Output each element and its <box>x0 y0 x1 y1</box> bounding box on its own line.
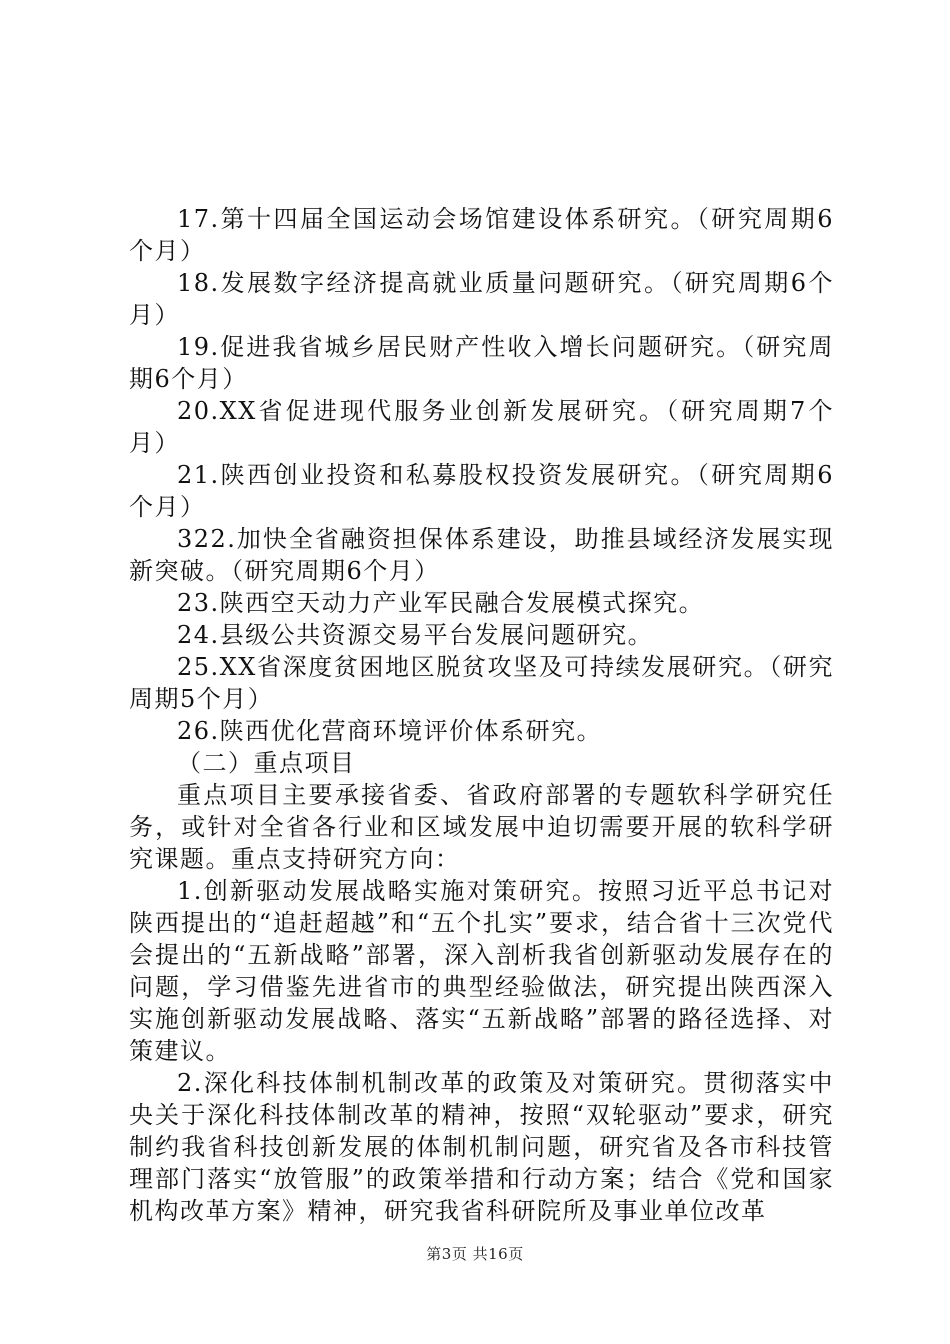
paragraph-item-17: 17.第十四届全国运动会场馆建设体系研究。（研究周期6个月） <box>129 205 834 265</box>
paragraph-item-24: 24.县级公共资源交易平台发展问题研究。 <box>177 621 654 649</box>
paragraph-item-20: 20.XX省促进现代服务业创新发展研究。（研究周期7个月） <box>129 397 834 457</box>
key-projects-intro: 重点项目主要承接省委、省政府部署的专题软科学研究任务，或针对全省各行业和区域发展中迫切需要开展的软科学研究课题。重点支持研究方向： <box>129 781 834 873</box>
section-heading-key-projects: （二）重点项目 <box>177 749 356 777</box>
document-body <box>129 203 834 1227</box>
page-footer: 第3页 共16页 <box>426 1245 524 1263</box>
paragraph-item-25: 25.XX省深度贫困地区脱贫攻坚及可持续发展研究。（研究周期5个月） <box>129 653 834 713</box>
paragraph-item-22: 322.加快全省融资担保体系建设，助推县域经济发展实现新突破。（研究周期6个月） <box>129 525 834 585</box>
key-direction-2: 2.深化科技体制机制改革的政策及对策研究。贯彻落实中央关于深化科技体制改革的精神，按照“双轮驱动”要求，研究制约我省科技创新发展的体制机制问题，研究省及各市科技管理部门落实“放管服”的政策举措和行动方案；结合《党和国家机构改革方案》精神，研究我省科研院所及事业单位改革 <box>129 1069 834 1225</box>
paragraph-item-21: 21.陕西创业投资和私募股权投资发展研究。（研究周期6个月） <box>129 461 834 521</box>
paragraph-item-18: 18.发展数字经济提高就业质量问题研究。（研究周期6个月） <box>129 269 834 329</box>
key-direction-1: 1.创新驱动发展战略实施对策研究。按照习近平总书记对陕西提出的“追赶超越”和“五个扎实”要求，结合省十三次党代会提出的“五新战略”部署，深入剖析我省创新驱动发展存在的问题，学习借鉴先进省市的典型经验做法，研究提出陕西深入实施创新驱动发展战略、落实“五新战略”部署的路径选择、对策建议。 <box>129 877 834 1065</box>
paragraph-item-23: 23.陕西空天动力产业军民融合发展模式探究。 <box>177 589 705 617</box>
paragraph-item-26: 26.陕西优化营商环境评价体系研究。 <box>177 717 603 745</box>
paragraph-item-19: 19.促进我省城乡居民财产性收入增长问题研究。（研究周期6个月） <box>129 333 834 393</box>
